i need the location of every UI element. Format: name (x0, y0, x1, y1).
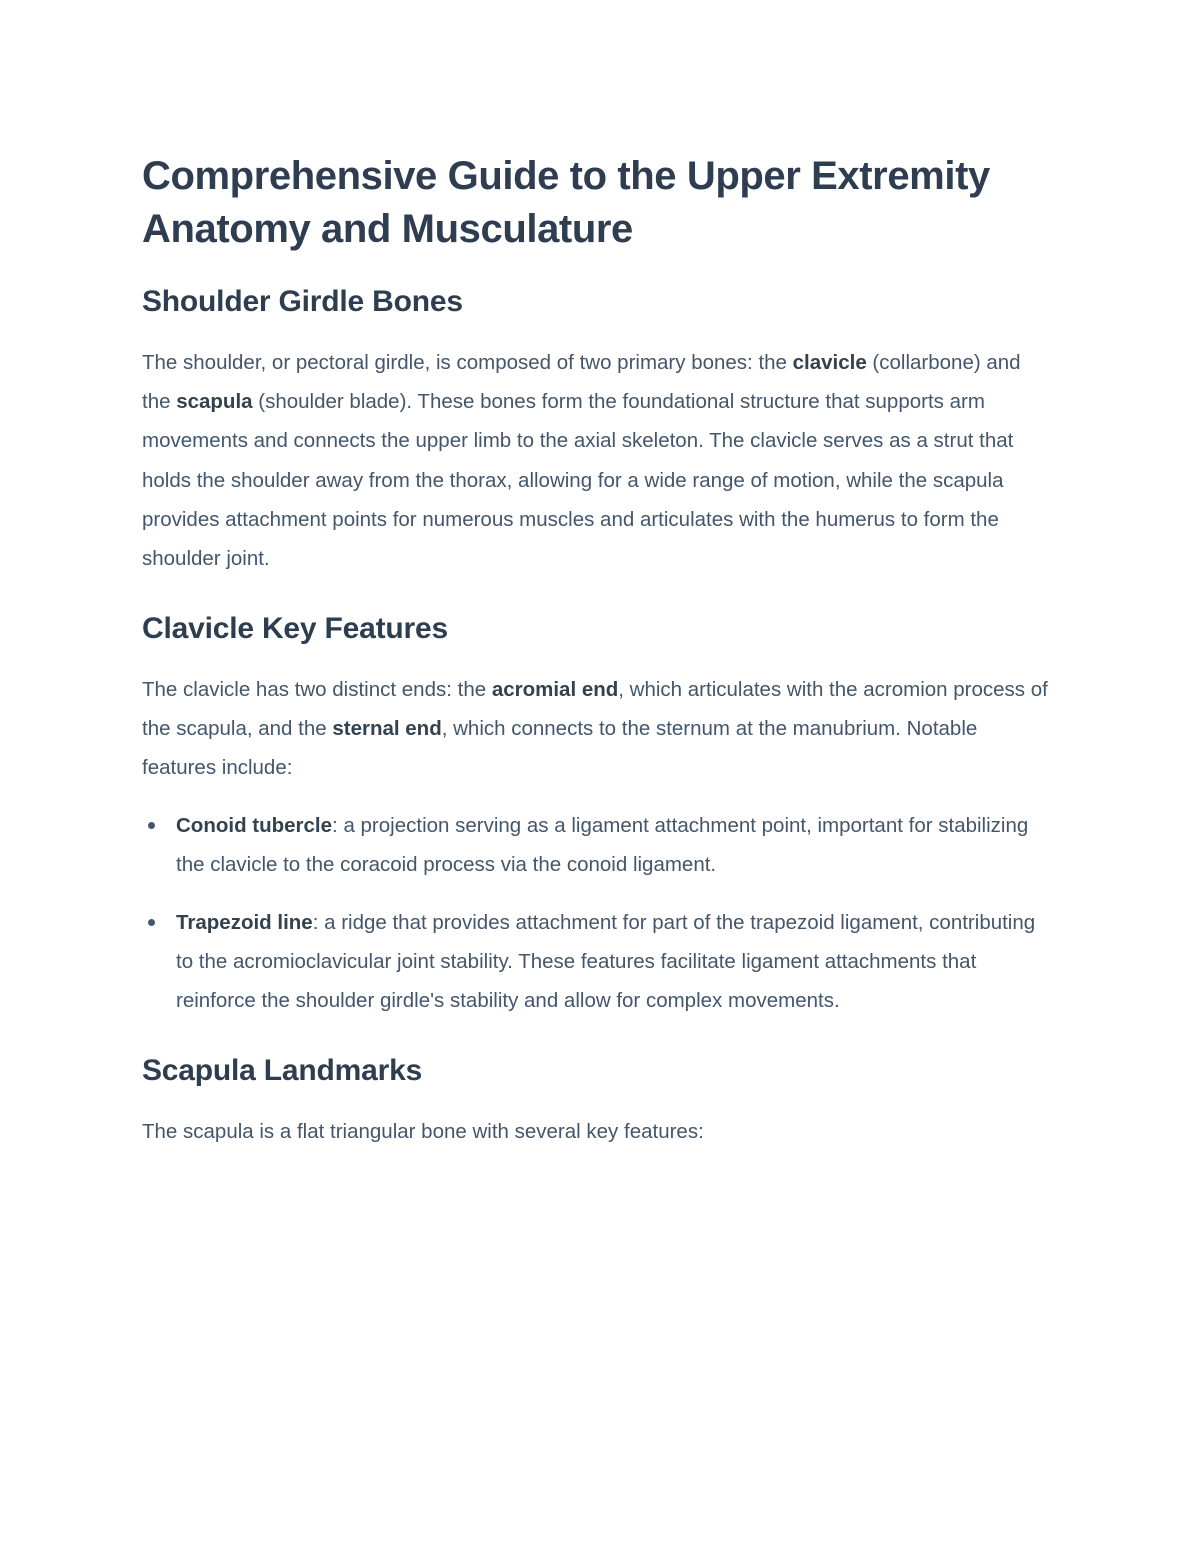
section-paragraph-shoulder-girdle-bones: The shoulder, or pectoral girdle, is composed of two primary bones: the clavicle (collarbone) and the scapula (shoulder blade). These bones form the foundational structure that supports arm movements and connects the upper limb to the axial skeleton. The clavicle serves as a strut that holds the shoulder away from the thorax, allowing for a wide range of motion, while the scapula provides attachment points for numerous muscles and articulates with the humerus to form the shoulder joint. (142, 350, 1021, 571)
section-paragraph-scapula-landmarks: The scapula is a flat triangular bone with several key features: (142, 1119, 704, 1143)
clavicle-features-list (142, 806, 1050, 1021)
list-item: Conoid tubercle: a projection serving as a ligament attachment point, important for stabilizing the clavicle to the coracoid process via the conoid ligament. (142, 806, 1050, 885)
list-item: Trapezoid line: a ridge that provides attachment for part of the trapezoid ligament, contributing to the acromioclavicular joint stability. These features facilitate ligament attachments that reinforce the shoulder girdle's stability and allow for complex movements. (142, 903, 1050, 1021)
section-heading-shoulder-girdle-bones: Shoulder Girdle Bones (142, 284, 463, 318)
page-title: Comprehensive Guide to the Upper Extremity Anatomy and Musculature (142, 154, 990, 251)
section-paragraph-clavicle-key-features: The clavicle has two distinct ends: the acromial end, which articulates with the acromion process of the scapula, and the sternal end, which connects to the sternum at the manubrium. Notable features include: (142, 677, 1048, 780)
section-heading-clavicle-key-features: Clavicle Key Features (142, 611, 448, 645)
section-heading-scapula-landmarks: Scapula Landmarks (142, 1053, 423, 1087)
